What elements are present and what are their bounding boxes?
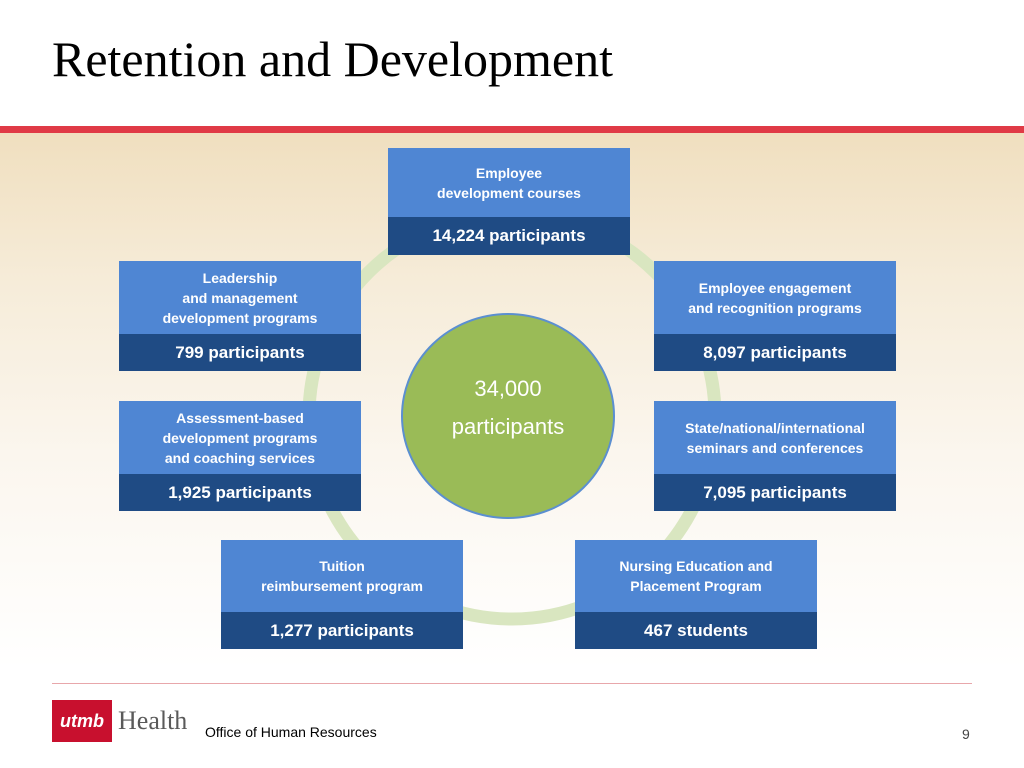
- logo-text: Health: [118, 706, 188, 735]
- program-box-assessment: [119, 401, 361, 511]
- page-number: 9: [962, 726, 970, 742]
- program-stat: 467 students: [575, 612, 817, 649]
- program-name: Tuition reimbursement program: [221, 540, 463, 612]
- logo-mark: utmb: [52, 700, 112, 742]
- program-box-employee-dev: [388, 148, 630, 255]
- total-value: 34,000: [474, 376, 542, 401]
- total-label: participants: [451, 414, 565, 439]
- program-name: Employee engagement and recognition programs: [654, 261, 896, 334]
- program-box-leadership: [119, 261, 361, 371]
- title-divider: [0, 126, 1024, 133]
- program-name: Nursing Education and Placement Program: [575, 540, 817, 612]
- program-stat: 1,277 participants: [221, 612, 463, 649]
- slide-title: Retention and Development: [52, 31, 613, 87]
- program-box-engagement: [654, 261, 896, 371]
- program-name: Assessment-based development programs and coaching services: [119, 401, 361, 474]
- program-box-tuition: [221, 540, 463, 649]
- footer-divider: [52, 683, 972, 684]
- total-participants-circle: [401, 313, 615, 519]
- program-box-seminars: [654, 401, 896, 511]
- utmb-health-logo: [52, 700, 187, 742]
- program-stat: 7,095 participants: [654, 474, 896, 511]
- program-stat: 799 participants: [119, 334, 361, 371]
- program-stat: 8,097 participants: [654, 334, 896, 371]
- program-name: Employee development courses: [388, 148, 630, 217]
- department-name: Office of Human Resources: [205, 724, 377, 740]
- program-stat: 1,925 participants: [119, 474, 361, 511]
- program-name: Leadership and management development programs: [119, 261, 361, 334]
- program-name: State/national/international seminars and conferences: [654, 401, 896, 474]
- program-stat: 14,224 participants: [388, 217, 630, 255]
- program-box-nursing: [575, 540, 817, 649]
